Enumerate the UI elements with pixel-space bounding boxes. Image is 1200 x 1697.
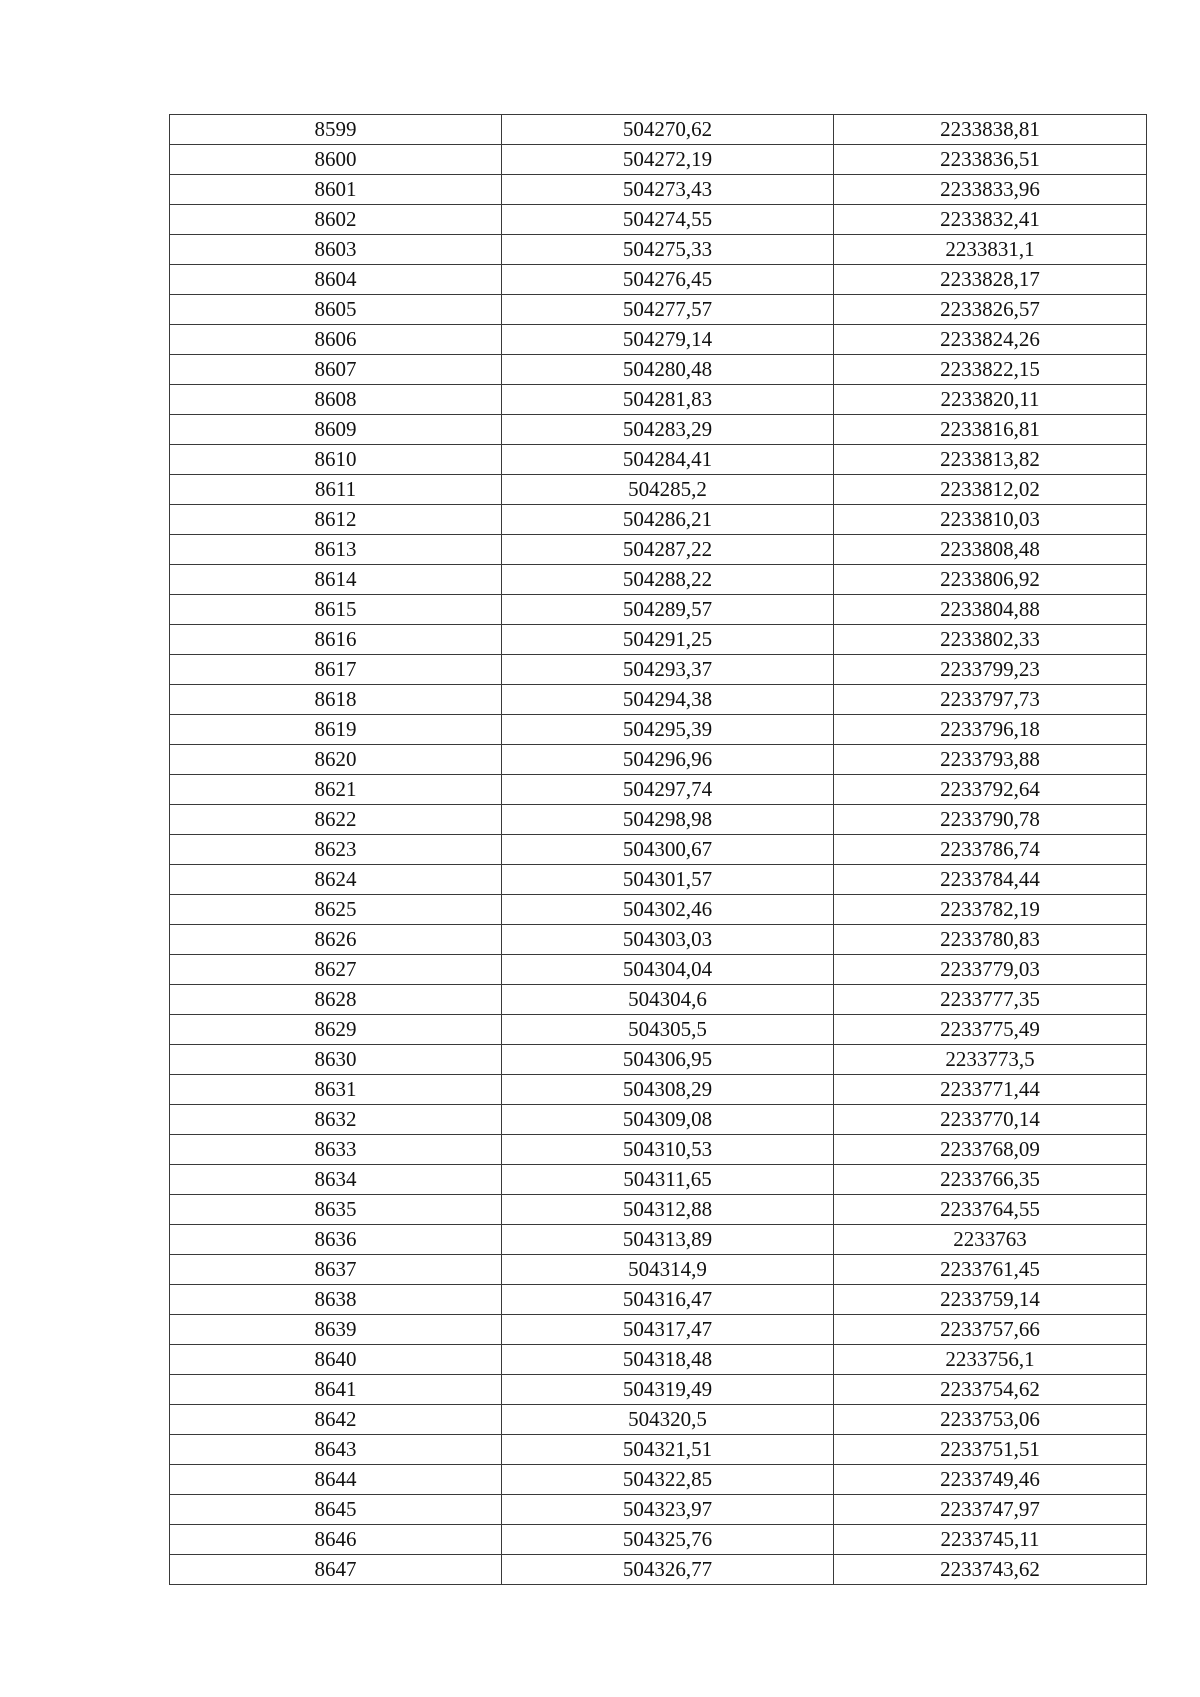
point-number-cell: 8618 — [170, 685, 502, 715]
y-coordinate-cell: 2233779,03 — [834, 955, 1147, 985]
table-row — [170, 535, 1147, 565]
y-coordinate-cell: 2233806,92 — [834, 565, 1147, 595]
table-row — [170, 1165, 1147, 1195]
x-coordinate-cell: 504302,46 — [502, 895, 834, 925]
coordinates-table-body — [170, 115, 1147, 1585]
x-coordinate-cell: 504322,85 — [502, 1465, 834, 1495]
y-coordinate-cell: 2233816,81 — [834, 415, 1147, 445]
x-coordinate-cell: 504288,22 — [502, 565, 834, 595]
x-coordinate-cell: 504286,21 — [502, 505, 834, 535]
x-coordinate-cell: 504319,49 — [502, 1375, 834, 1405]
table-row — [170, 265, 1147, 295]
x-coordinate-cell: 504316,47 — [502, 1285, 834, 1315]
table-row — [170, 745, 1147, 775]
table-row — [170, 505, 1147, 535]
y-coordinate-cell: 2233761,45 — [834, 1255, 1147, 1285]
x-coordinate-cell: 504280,48 — [502, 355, 834, 385]
point-number-cell: 8624 — [170, 865, 502, 895]
y-coordinate-cell: 2233771,44 — [834, 1075, 1147, 1105]
x-coordinate-cell: 504312,88 — [502, 1195, 834, 1225]
point-number-cell: 8627 — [170, 955, 502, 985]
x-coordinate-cell: 504287,22 — [502, 535, 834, 565]
x-coordinate-cell: 504291,25 — [502, 625, 834, 655]
x-coordinate-cell: 504276,45 — [502, 265, 834, 295]
table-row — [170, 1435, 1147, 1465]
y-coordinate-cell: 2233812,02 — [834, 475, 1147, 505]
y-coordinate-cell: 2233833,96 — [834, 175, 1147, 205]
x-coordinate-cell: 504308,29 — [502, 1075, 834, 1105]
x-coordinate-cell: 504270,62 — [502, 115, 834, 145]
x-coordinate-cell: 504303,03 — [502, 925, 834, 955]
x-coordinate-cell: 504311,65 — [502, 1165, 834, 1195]
x-coordinate-cell: 504281,83 — [502, 385, 834, 415]
point-number-cell: 8605 — [170, 295, 502, 325]
x-coordinate-cell: 504323,97 — [502, 1495, 834, 1525]
y-coordinate-cell: 2233796,18 — [834, 715, 1147, 745]
y-coordinate-cell: 2233832,41 — [834, 205, 1147, 235]
table-row — [170, 295, 1147, 325]
point-number-cell: 8611 — [170, 475, 502, 505]
y-coordinate-cell: 2233790,78 — [834, 805, 1147, 835]
y-coordinate-cell: 2233824,26 — [834, 325, 1147, 355]
y-coordinate-cell: 2233792,64 — [834, 775, 1147, 805]
point-number-cell: 8629 — [170, 1015, 502, 1045]
x-coordinate-cell: 504321,51 — [502, 1435, 834, 1465]
table-row — [170, 1375, 1147, 1405]
point-number-cell: 8633 — [170, 1135, 502, 1165]
x-coordinate-cell: 504289,57 — [502, 595, 834, 625]
y-coordinate-cell: 2233777,35 — [834, 985, 1147, 1015]
point-number-cell: 8625 — [170, 895, 502, 925]
point-number-cell: 8607 — [170, 355, 502, 385]
point-number-cell: 8645 — [170, 1495, 502, 1525]
point-number-cell: 8647 — [170, 1555, 502, 1585]
table-row — [170, 625, 1147, 655]
x-coordinate-cell: 504274,55 — [502, 205, 834, 235]
table-row — [170, 805, 1147, 835]
x-coordinate-cell: 504325,76 — [502, 1525, 834, 1555]
table-row — [170, 385, 1147, 415]
x-coordinate-cell: 504294,38 — [502, 685, 834, 715]
table-row — [170, 1495, 1147, 1525]
point-number-cell: 8640 — [170, 1345, 502, 1375]
point-number-cell: 8600 — [170, 145, 502, 175]
table-row — [170, 925, 1147, 955]
y-coordinate-cell: 2233797,73 — [834, 685, 1147, 715]
table-row — [170, 1315, 1147, 1345]
point-number-cell: 8626 — [170, 925, 502, 955]
table-row — [170, 1555, 1147, 1585]
table-row — [170, 1075, 1147, 1105]
point-number-cell: 8628 — [170, 985, 502, 1015]
table-row — [170, 715, 1147, 745]
y-coordinate-cell: 2233756,1 — [834, 1345, 1147, 1375]
y-coordinate-cell: 2233799,23 — [834, 655, 1147, 685]
y-coordinate-cell: 2233813,82 — [834, 445, 1147, 475]
y-coordinate-cell: 2233810,03 — [834, 505, 1147, 535]
table-row — [170, 1465, 1147, 1495]
x-coordinate-cell: 504279,14 — [502, 325, 834, 355]
table-row — [170, 835, 1147, 865]
y-coordinate-cell: 2233802,33 — [834, 625, 1147, 655]
point-number-cell: 8610 — [170, 445, 502, 475]
table-row — [170, 325, 1147, 355]
table-row — [170, 415, 1147, 445]
point-number-cell: 8646 — [170, 1525, 502, 1555]
table-row — [170, 145, 1147, 175]
y-coordinate-cell: 2233838,81 — [834, 115, 1147, 145]
x-coordinate-cell: 504305,5 — [502, 1015, 834, 1045]
y-coordinate-cell: 2233820,11 — [834, 385, 1147, 415]
point-number-cell: 8616 — [170, 625, 502, 655]
point-number-cell: 8609 — [170, 415, 502, 445]
point-number-cell: 8606 — [170, 325, 502, 355]
x-coordinate-cell: 504310,53 — [502, 1135, 834, 1165]
y-coordinate-cell: 2233766,35 — [834, 1165, 1147, 1195]
point-number-cell: 8638 — [170, 1285, 502, 1315]
point-number-cell: 8643 — [170, 1435, 502, 1465]
x-coordinate-cell: 504297,74 — [502, 775, 834, 805]
x-coordinate-cell: 504317,47 — [502, 1315, 834, 1345]
point-number-cell: 8619 — [170, 715, 502, 745]
table-row — [170, 1135, 1147, 1165]
table-row — [170, 1285, 1147, 1315]
x-coordinate-cell: 504283,29 — [502, 415, 834, 445]
x-coordinate-cell: 504277,57 — [502, 295, 834, 325]
y-coordinate-cell: 2233822,15 — [834, 355, 1147, 385]
x-coordinate-cell: 504313,89 — [502, 1225, 834, 1255]
table-row — [170, 775, 1147, 805]
table-row — [170, 1225, 1147, 1255]
point-number-cell: 8644 — [170, 1465, 502, 1495]
y-coordinate-cell: 2233773,5 — [834, 1045, 1147, 1075]
table-row — [170, 685, 1147, 715]
table-row — [170, 1015, 1147, 1045]
x-coordinate-cell: 504293,37 — [502, 655, 834, 685]
y-coordinate-cell: 2233782,19 — [834, 895, 1147, 925]
table-row — [170, 175, 1147, 205]
point-number-cell: 8631 — [170, 1075, 502, 1105]
x-coordinate-cell: 504326,77 — [502, 1555, 834, 1585]
point-number-cell: 8642 — [170, 1405, 502, 1435]
point-number-cell: 8612 — [170, 505, 502, 535]
point-number-cell: 8601 — [170, 175, 502, 205]
x-coordinate-cell: 504296,96 — [502, 745, 834, 775]
table-row — [170, 655, 1147, 685]
x-coordinate-cell: 504304,6 — [502, 985, 834, 1015]
x-coordinate-cell: 504298,98 — [502, 805, 834, 835]
x-coordinate-cell: 504284,41 — [502, 445, 834, 475]
table-row — [170, 1105, 1147, 1135]
x-coordinate-cell: 504275,33 — [502, 235, 834, 265]
y-coordinate-cell: 2233804,88 — [834, 595, 1147, 625]
point-number-cell: 8632 — [170, 1105, 502, 1135]
table-row — [170, 1195, 1147, 1225]
x-coordinate-cell: 504295,39 — [502, 715, 834, 745]
point-number-cell: 8608 — [170, 385, 502, 415]
table-row — [170, 445, 1147, 475]
y-coordinate-cell: 2233828,17 — [834, 265, 1147, 295]
table-row — [170, 895, 1147, 925]
point-number-cell: 8636 — [170, 1225, 502, 1255]
table-row — [170, 1525, 1147, 1555]
point-number-cell: 8604 — [170, 265, 502, 295]
point-number-cell: 8635 — [170, 1195, 502, 1225]
y-coordinate-cell: 2233751,51 — [834, 1435, 1147, 1465]
y-coordinate-cell: 2233759,14 — [834, 1285, 1147, 1315]
table-row — [170, 205, 1147, 235]
y-coordinate-cell: 2233770,14 — [834, 1105, 1147, 1135]
point-number-cell: 8637 — [170, 1255, 502, 1285]
point-number-cell: 8614 — [170, 565, 502, 595]
table-row — [170, 985, 1147, 1015]
table-row — [170, 865, 1147, 895]
x-coordinate-cell: 504318,48 — [502, 1345, 834, 1375]
point-number-cell: 8630 — [170, 1045, 502, 1075]
x-coordinate-cell: 504309,08 — [502, 1105, 834, 1135]
point-number-cell: 8599 — [170, 115, 502, 145]
y-coordinate-cell: 2233768,09 — [834, 1135, 1147, 1165]
y-coordinate-cell: 2233836,51 — [834, 145, 1147, 175]
point-number-cell: 8634 — [170, 1165, 502, 1195]
y-coordinate-cell: 2233784,44 — [834, 865, 1147, 895]
y-coordinate-cell: 2233786,74 — [834, 835, 1147, 865]
y-coordinate-cell: 2233793,88 — [834, 745, 1147, 775]
y-coordinate-cell: 2233826,57 — [834, 295, 1147, 325]
x-coordinate-cell: 504301,57 — [502, 865, 834, 895]
point-number-cell: 8613 — [170, 535, 502, 565]
x-coordinate-cell: 504320,5 — [502, 1405, 834, 1435]
point-number-cell: 8620 — [170, 745, 502, 775]
table-row — [170, 565, 1147, 595]
point-number-cell: 8623 — [170, 835, 502, 865]
x-coordinate-cell: 504285,2 — [502, 475, 834, 505]
point-number-cell: 8641 — [170, 1375, 502, 1405]
y-coordinate-cell: 2233747,97 — [834, 1495, 1147, 1525]
y-coordinate-cell: 2233808,48 — [834, 535, 1147, 565]
y-coordinate-cell: 2233775,49 — [834, 1015, 1147, 1045]
x-coordinate-cell: 504273,43 — [502, 175, 834, 205]
point-number-cell: 8617 — [170, 655, 502, 685]
y-coordinate-cell: 2233743,62 — [834, 1555, 1147, 1585]
table-row — [170, 955, 1147, 985]
table-row — [170, 1345, 1147, 1375]
y-coordinate-cell: 2233749,46 — [834, 1465, 1147, 1495]
table-row — [170, 595, 1147, 625]
x-coordinate-cell: 504272,19 — [502, 145, 834, 175]
table-row — [170, 355, 1147, 385]
coordinates-table — [169, 114, 1147, 1585]
x-coordinate-cell: 504300,67 — [502, 835, 834, 865]
point-number-cell: 8603 — [170, 235, 502, 265]
table-row — [170, 1045, 1147, 1075]
point-number-cell: 8621 — [170, 775, 502, 805]
point-number-cell: 8615 — [170, 595, 502, 625]
x-coordinate-cell: 504314,9 — [502, 1255, 834, 1285]
x-coordinate-cell: 504306,95 — [502, 1045, 834, 1075]
table-row — [170, 1405, 1147, 1435]
table-row — [170, 235, 1147, 265]
y-coordinate-cell: 2233757,66 — [834, 1315, 1147, 1345]
x-coordinate-cell: 504304,04 — [502, 955, 834, 985]
y-coordinate-cell: 2233764,55 — [834, 1195, 1147, 1225]
point-number-cell: 8602 — [170, 205, 502, 235]
table-row — [170, 475, 1147, 505]
y-coordinate-cell: 2233780,83 — [834, 925, 1147, 955]
point-number-cell: 8622 — [170, 805, 502, 835]
point-number-cell: 8639 — [170, 1315, 502, 1345]
table-row — [170, 115, 1147, 145]
y-coordinate-cell: 2233753,06 — [834, 1405, 1147, 1435]
y-coordinate-cell: 2233763 — [834, 1225, 1147, 1255]
y-coordinate-cell: 2233745,11 — [834, 1525, 1147, 1555]
y-coordinate-cell: 2233754,62 — [834, 1375, 1147, 1405]
y-coordinate-cell: 2233831,1 — [834, 235, 1147, 265]
table-row — [170, 1255, 1147, 1285]
